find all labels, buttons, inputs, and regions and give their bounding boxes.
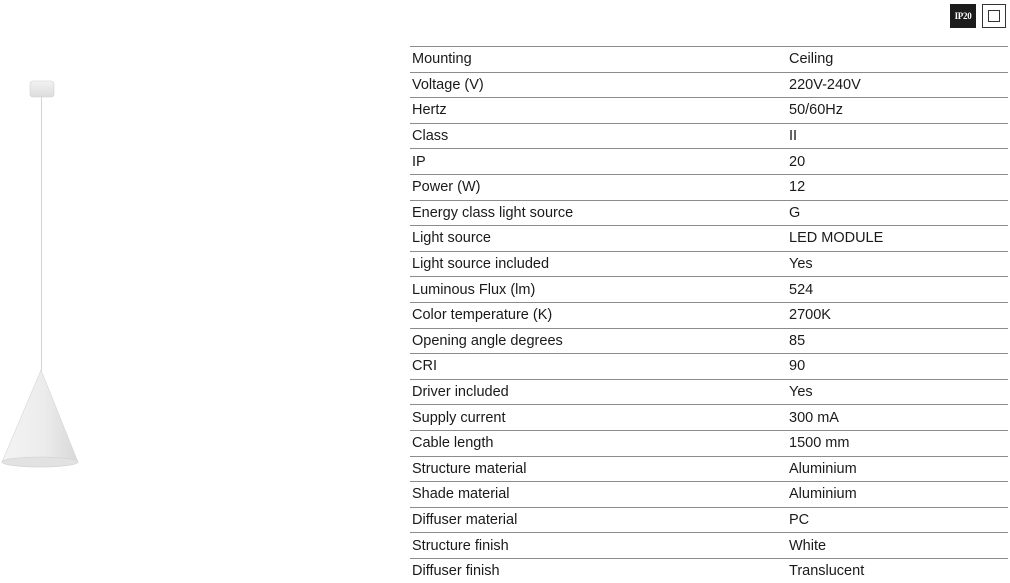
spec-value: 1500 mm [787,430,1008,456]
spec-label: Light source [410,226,787,252]
spec-row [410,47,1008,73]
spec-value: 300 mA [787,405,1008,431]
spec-value: II [787,123,1008,149]
spec-row [410,405,1008,431]
spec-row [410,430,1008,456]
spec-value: 12 [787,174,1008,200]
spec-row [410,533,1008,559]
spec-row [410,302,1008,328]
spec-row [410,149,1008,175]
spec-value: Aluminium [787,456,1008,482]
spec-value: Ceiling [787,47,1008,73]
spec-row [410,354,1008,380]
spec-row [410,558,1008,583]
spec-value: 2700K [787,302,1008,328]
spec-value: 220V-240V [787,72,1008,98]
spec-row [410,123,1008,149]
spec-label: Supply current [410,405,787,431]
spec-label: Class [410,123,787,149]
spec-row [410,328,1008,354]
class-ii-double-square-icon [982,4,1006,28]
spec-value: 50/60Hz [787,98,1008,124]
spec-label: Diffuser material [410,507,787,533]
spec-row [410,72,1008,98]
spec-value: Yes [787,251,1008,277]
spec-value: PC [787,507,1008,533]
spec-label: Luminous Flux (lm) [410,277,787,303]
spec-value: 90 [787,354,1008,380]
spec-row [410,174,1008,200]
spec-label: Driver included [410,379,787,405]
spec-label: Diffuser finish [410,558,787,583]
spec-value: LED MODULE [787,226,1008,252]
spec-label: CRI [410,354,787,380]
specifications-table [410,46,1008,583]
product-image [0,0,120,480]
spec-label: Cable length [410,430,787,456]
spec-label: Light source included [410,251,787,277]
spec-label: Hertz [410,98,787,124]
spec-row [410,98,1008,124]
spec-value: G [787,200,1008,226]
spec-value: Yes [787,379,1008,405]
spec-label: Structure material [410,456,787,482]
spec-value: Aluminium [787,482,1008,508]
spec-row [410,226,1008,252]
spec-row [410,277,1008,303]
spec-value: 20 [787,149,1008,175]
spec-row [410,482,1008,508]
spec-value: White [787,533,1008,559]
spec-value: 85 [787,328,1008,354]
ip-rating-label: IP20 [954,11,972,21]
spec-row [410,379,1008,405]
spec-label: IP [410,149,787,175]
spec-label: Opening angle degrees [410,328,787,354]
certification-badges [950,4,1006,28]
spec-value: Translucent [787,558,1008,583]
spec-row [410,507,1008,533]
spec-label: Structure finish [410,533,787,559]
spec-label: Mounting [410,47,787,73]
spec-value: 524 [787,277,1008,303]
spec-label: Energy class light source [410,200,787,226]
spec-label: Voltage (V) [410,72,787,98]
pendant-lamp-illustration [0,0,120,480]
spec-row [410,251,1008,277]
spec-label: Power (W) [410,174,787,200]
spec-row [410,456,1008,482]
spec-label: Color temperature (K) [410,302,787,328]
ip-rating-badge [950,4,976,28]
spec-row [410,200,1008,226]
spec-label: Shade material [410,482,787,508]
